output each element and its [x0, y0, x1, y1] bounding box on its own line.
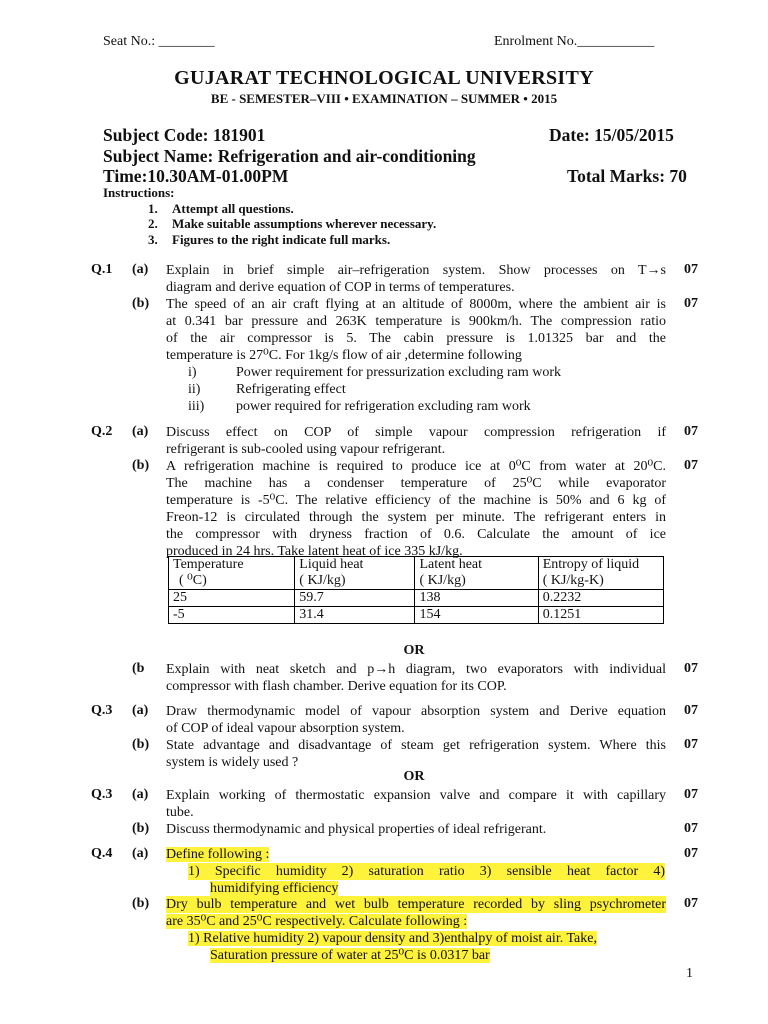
- exam-date: Date: 15/05/2015: [549, 125, 674, 145]
- question-number: Q.2: [91, 424, 113, 439]
- marks: 07: [684, 787, 698, 802]
- marks: 07: [684, 458, 698, 473]
- question-text: Explain working of thermostatic expansion valve and compare it with capillary tube.: [166, 788, 666, 820]
- seat-no: Seat No.: ________: [103, 34, 215, 49]
- marks: 07: [684, 296, 698, 311]
- sub-item: Refrigerating effect: [236, 382, 346, 397]
- or-separator: OR: [403, 643, 425, 658]
- exam-time: Time:10.30AM-01.00PM: [103, 166, 289, 186]
- part-label: (b: [132, 661, 145, 676]
- enrolment-no: Enrolment No.___________: [494, 34, 655, 49]
- table-cell: 0.2232: [538, 590, 663, 607]
- part-label: (a): [132, 262, 149, 277]
- marks: 07: [684, 703, 698, 718]
- sub-item: Power requirement for pressurization excluding ram work: [236, 365, 562, 380]
- highlighted-text: Define following :: [166, 847, 270, 862]
- marks: 07: [684, 737, 698, 752]
- question-text: are 35⁰C and 25⁰C respectively. Calculate following :: [166, 914, 468, 929]
- part-label: (a): [132, 787, 149, 802]
- part-label: (b): [132, 737, 150, 752]
- table-header-cell: Liquid heat ( KJ/kg): [295, 557, 415, 590]
- question-text: Saturation pressure of water at 25⁰C is 0.0317 bar: [210, 948, 490, 963]
- question-number: Q.4: [91, 846, 113, 861]
- part-label: (a): [132, 703, 149, 718]
- instruction-item: Attempt all questions.: [172, 201, 294, 216]
- subject-name: Subject Name: Refrigeration and air-conditioning: [103, 146, 476, 166]
- instruction-number: 1.: [148, 201, 158, 216]
- table-cell: 154: [415, 607, 538, 624]
- question-text: humidifying efficiency: [210, 881, 339, 896]
- table-cell: 138: [415, 590, 538, 607]
- instruction-item: Make suitable assumptions wherever necessary.: [172, 216, 437, 231]
- part-label: (b): [132, 458, 150, 473]
- table-row: [169, 607, 664, 624]
- table-cell: 59.7: [295, 590, 415, 607]
- question-number: Q.3: [91, 703, 113, 718]
- total-marks: Total Marks: 70: [567, 166, 687, 186]
- instructions-label: Instructions:: [103, 185, 175, 200]
- sub-item-number: i): [188, 365, 197, 380]
- table-header-row: [169, 557, 664, 590]
- table-cell: -5: [169, 607, 295, 624]
- subject-code: Subject Code: 181901: [103, 125, 266, 145]
- question-text: Explain in brief simple air–refrigeration system. Show processes on T→s diagram and derive equation of COP in terms of temperatures.: [166, 263, 666, 295]
- page-number: 1: [686, 966, 693, 981]
- marks: 07: [684, 821, 698, 836]
- question-number: Q.1: [91, 262, 113, 277]
- table-cell: 25: [169, 590, 295, 607]
- question-text: [166, 846, 269, 863]
- table-header-cell: Entropy of liquid ( KJ/kg-K): [538, 557, 663, 590]
- marks: 07: [684, 262, 698, 277]
- table-header-cell: Latent heat ( KJ/kg): [415, 557, 538, 590]
- sub-item-number: iii): [188, 399, 205, 414]
- question-text: Draw thermodynamic model of vapour absorption system and Derive equation of COP of ideal vapour absorption system.: [166, 704, 666, 736]
- exam-title: BE - SEMESTER–VIII • EXAMINATION – SUMMER • 2015: [210, 91, 558, 106]
- instruction-number: 3.: [148, 232, 158, 247]
- question-text: Dry bulb temperature and wet bulb temperature recorded by sling psychrometer: [166, 897, 666, 912]
- question-text: The speed of an air craft flying at an altitude of 8000m, where the ambient air is at 0.341 bar pressure and 263K temperature is 900km/h. The compression ratio of the air compressor is 5. The cabin pressure is 1.01325 bar and the temperature is 27⁰C. For 1kg/s flow of air ,determine following: [166, 297, 666, 363]
- question-number: Q.3: [91, 787, 113, 802]
- question-text: Discuss effect on COP of simple vapour compression refrigeration if refrigerant is sub-cooled using vapour refrigerant.: [166, 425, 666, 457]
- table-row: [169, 590, 664, 607]
- question-text: A refrigeration machine is required to produce ice at 0⁰C from water at 20⁰C. The machine has a condenser temperature of 25⁰C while evaporator temperature is -5⁰C. The relative efficiency of the machine is 50% and 6 kg of Freon-12 is circulated through the system per minute. The refrigerant enters in the compressor with dryness fraction of 0.6. Calculate the amount of ice produced in 24 hrs. Take latent heat of ice 335 kJ/kg.: [166, 459, 666, 559]
- table-header-cell: Temperature ( ⁰C): [169, 557, 295, 590]
- table-cell: 31.4: [295, 607, 415, 624]
- marks: 07: [684, 424, 698, 439]
- marks: 07: [684, 661, 698, 676]
- part-label: (a): [132, 846, 149, 861]
- university-title: GUJARAT TECHNOLOGICAL UNIVERSITY: [174, 67, 594, 89]
- table-cell: 0.1251: [538, 607, 663, 624]
- sub-item: power required for refrigeration excluding ram work: [236, 399, 531, 414]
- question-text: Discuss thermodynamic and physical properties of ideal refrigerant.: [166, 822, 547, 837]
- part-label: (b): [132, 896, 150, 911]
- question-text: 1) Relative humidity 2) vapour density and 3)enthalpy of moist air. Take,: [188, 931, 597, 946]
- part-label: (b): [132, 296, 150, 311]
- marks: 07: [684, 846, 698, 861]
- question-text: State advantage and disadvantage of steam get refrigeration system. Where this system is widely used ?: [166, 738, 666, 770]
- question-text: Explain with neat sketch and p→h diagram, two evaporators with individual compressor with flash chamber. Derive equation for its COP.: [166, 662, 666, 694]
- part-label: (b): [132, 821, 150, 836]
- part-label: (a): [132, 424, 149, 439]
- instruction-item: Figures to the right indicate full marks.: [172, 232, 391, 247]
- question-text: 1) Specific humidity 2) saturation ratio 3) sensible heat factor 4): [188, 864, 665, 879]
- sub-item-number: ii): [188, 382, 201, 397]
- data-table: [168, 556, 664, 624]
- marks: 07: [684, 896, 698, 911]
- or-separator: OR: [403, 769, 425, 784]
- instruction-number: 2.: [148, 216, 158, 231]
